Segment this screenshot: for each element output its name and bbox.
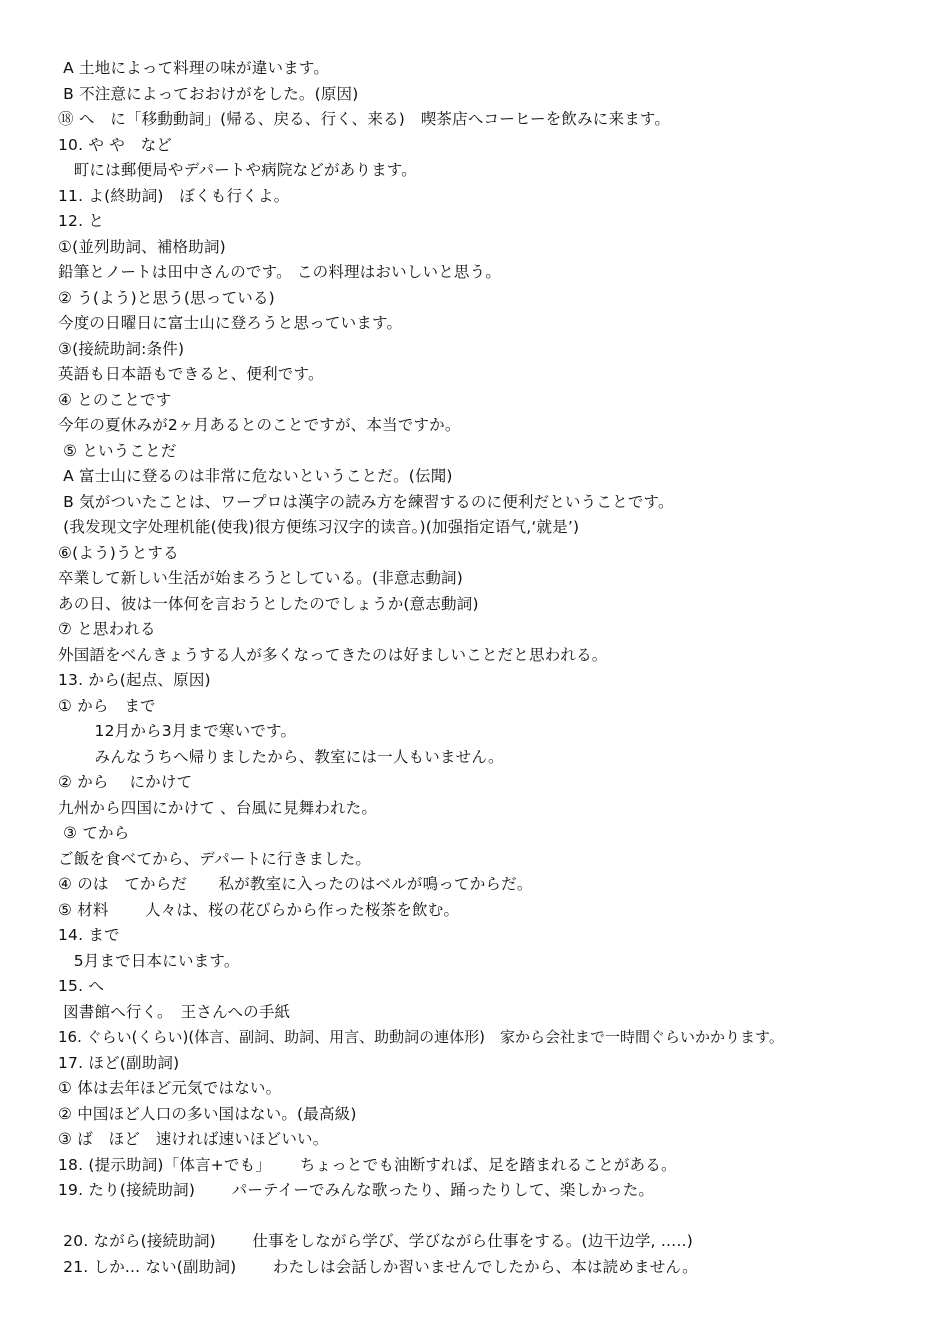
text-line: 14. まで <box>58 926 120 944</box>
text-line: 九州から四国にかけて 、台風に見舞われた。 <box>58 799 378 817</box>
text-line: 17. ほど(副助詞) <box>58 1054 180 1072</box>
text-line: 図書館へ行く。 王さんへの手紙 <box>58 1003 291 1021</box>
text-line: 10. や や など <box>58 136 173 154</box>
text-line: 今年の夏休みが2ヶ月あるとのことですが、本当ですか。 <box>58 416 461 434</box>
text-line: B 気がついたことは、ワープロは漢字の読み方を練習するのに便利だということです。 <box>58 493 674 511</box>
text-line: 12. と <box>58 212 105 230</box>
text-line: ① 体は去年ほど元気ではない。 <box>58 1079 282 1097</box>
text-line: ⑤ ということだ <box>58 442 177 460</box>
text-line: 16. ぐらい(くらい)(体言、副詞、助詞、用言、助動詞の連体形) 家から会社まで一時間ぐらいかかります。 <box>58 1028 784 1046</box>
text-line: 外国語をべんきょうする人が多くなってきたのは好ましいことだと思われる。 <box>58 646 608 664</box>
text-line: 英語も日本語もできると、便利です。 <box>58 365 324 383</box>
text-line: 今度の日曜日に富士山に登ろうと思っています。 <box>58 314 403 332</box>
text-line: 5月まで日本にいます。 <box>58 952 240 970</box>
text-line: 18. (提示助詞)「体言+でも」 ちょっとでも油断すれば、足を踏まれることがある。 <box>58 1156 677 1174</box>
text-line: みんなうちへ帰りましたから、教室には一人もいません。 <box>58 748 504 766</box>
text-line: あの日、彼は一体何を言おうとしたのでしょうか(意志動詞) <box>58 595 479 613</box>
text-line: ⑱ へ に「移動動詞」(帰る、戻る、行く、来る) 喫茶店へコーヒーを飲みに来ます。 <box>58 110 671 128</box>
text-line: ⑥(よう)うとする <box>58 544 179 562</box>
text-line: A 土地によって料理の味が違います。 <box>58 59 330 77</box>
text-line: ⑦ と思われる <box>58 620 156 638</box>
text-line: ② う(よう)と思う(思っている) <box>58 289 275 307</box>
text-line: ④ とのことです <box>58 391 172 409</box>
text-line: ③(接続助詞:条件) <box>58 340 185 358</box>
text-line: 13. から(起点、原因) <box>58 671 211 689</box>
text-line: A 富士山に登るのは非常に危ないということだ。(伝聞) <box>58 467 453 485</box>
text-line: ② 中国ほど人口の多い国はない。(最高級) <box>58 1105 357 1123</box>
text-line: ② から にかけて <box>58 773 193 791</box>
text-line: ご飯を食べてから、デパートに行きました。 <box>58 850 372 868</box>
text-line: ④ のは てからだ 私が教室に入ったのはベルが鳴ってからだ。 <box>58 875 533 893</box>
text-line: ③ ば ほど 速ければ速いほどいい。 <box>58 1130 329 1148</box>
text-line: 21. しか... ない(副助詞) わたしは会話しか習いませんでしたから、本は読めません。 <box>58 1258 698 1276</box>
text-line: ⑤ 材料 人々は、桜の花びらから作った桜茶を飲む。 <box>58 901 460 919</box>
text-line: ①(並列助詞、補格助詞) <box>58 238 226 256</box>
text-line: ① から まで <box>58 697 156 715</box>
text-line: 15. へ <box>58 977 105 995</box>
text-line: 11. よ(終助詞) ぼくも行くよ。 <box>58 187 290 205</box>
text-line: 12月から3月まで寒いです。 <box>58 722 297 740</box>
text-line: 町には郵便局やデパートや病院などがあります。 <box>58 161 417 179</box>
text-line: B 不注意によっておおけがをした。(原因) <box>58 85 359 103</box>
text-line: 19. たり(接続助詞) パーテイーでみんな歌ったり、踊ったりして、楽しかった。 <box>58 1181 655 1199</box>
text-line: 卒業して新しい生活が始まろうとしている。(非意志動詞) <box>58 569 463 587</box>
text-line: 鉛筆とノートは田中さんのです。 この料理はおいしいと思う。 <box>58 263 502 281</box>
text-line: ③ てから <box>58 824 130 842</box>
text-line: 20. ながら(接続助詞) 仕事をしながら学び、学びながら仕事をする。(边干边学, …..) <box>58 1232 694 1250</box>
text-line: (我发现文字处理机能(使我)很方便练习汉字的读音。)(加强指定语气,‘就是’) <box>58 518 580 536</box>
